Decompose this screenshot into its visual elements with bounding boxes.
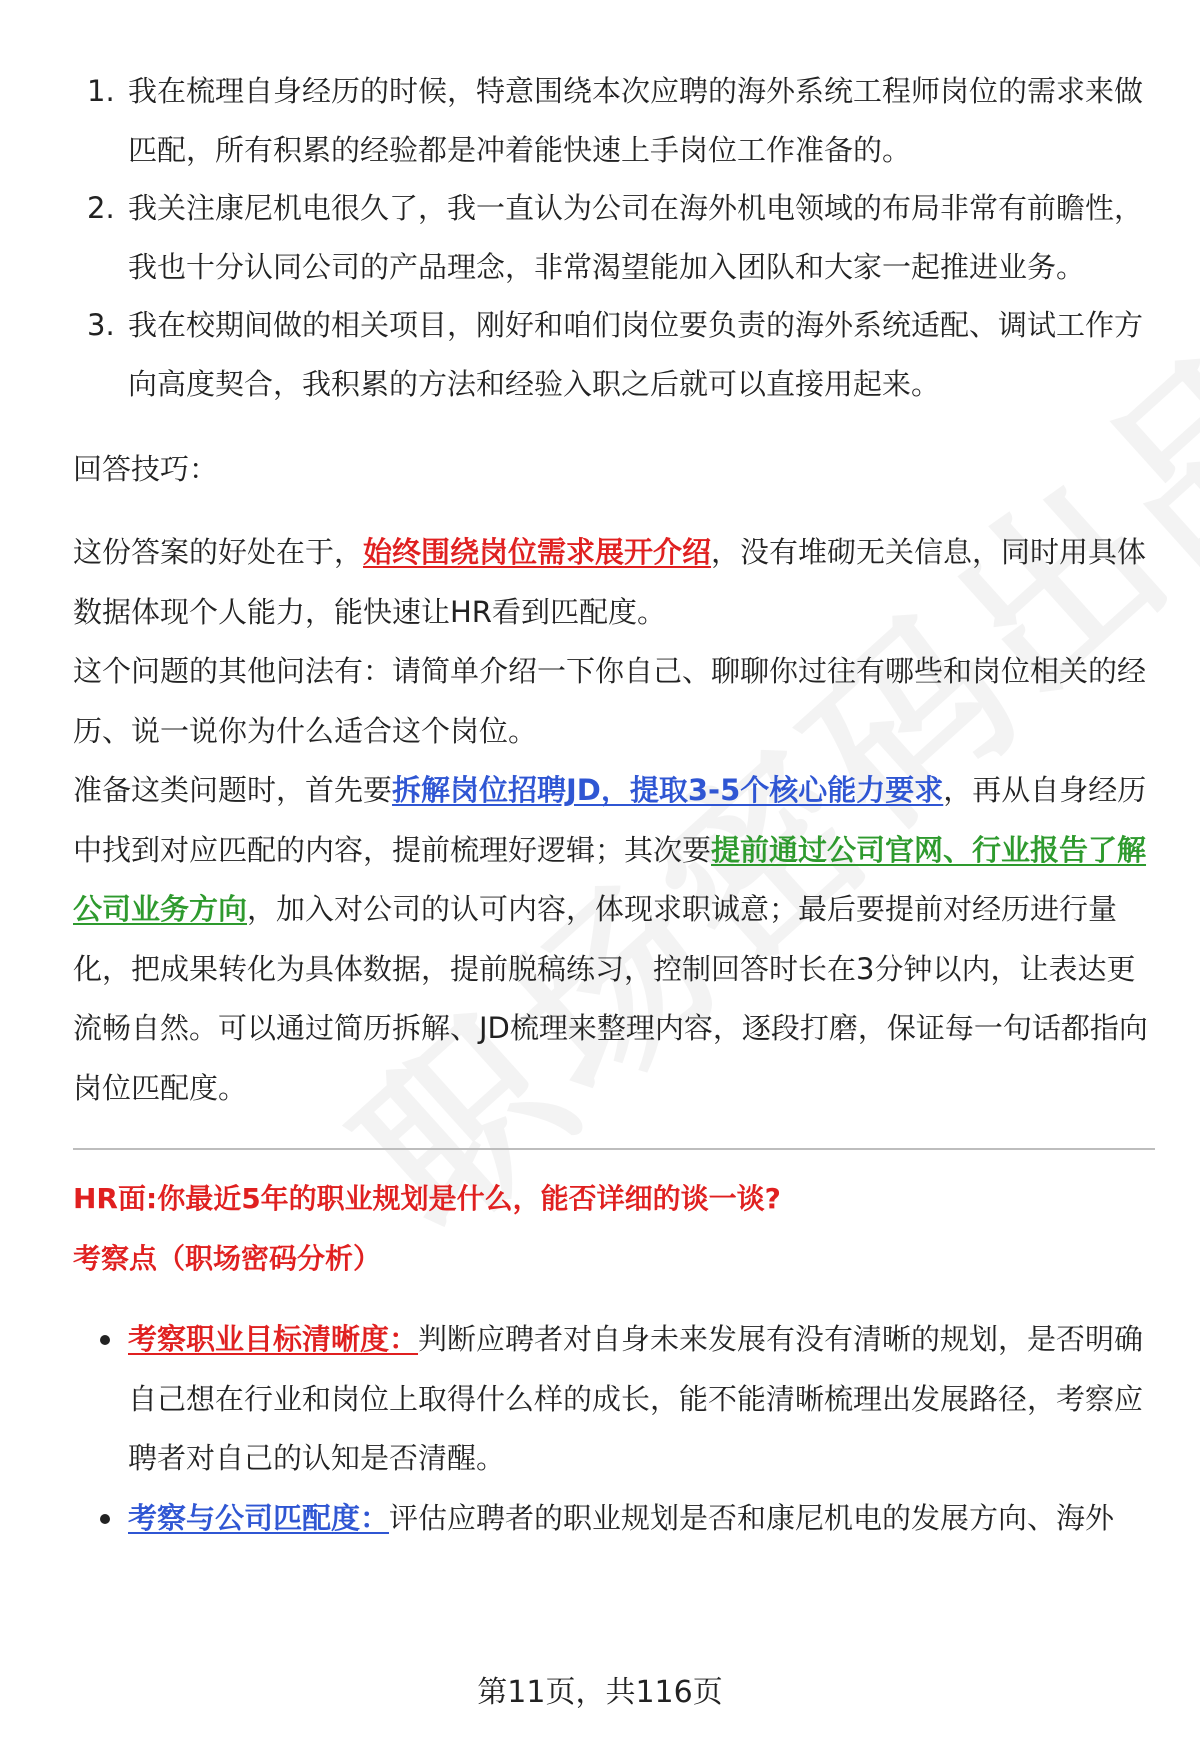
list-item [73,179,1155,296]
list-text: 我在校期间做的相关项目，刚好和咱们岗位要负责的海外系统适配、调试工作方向高度契合，我积累的方法和经验入职之后就可以直接用起来。 [128,308,1144,401]
bullet-key: 考察职业目标清晰度： [128,1322,419,1356]
bullet-dot-icon [100,1335,110,1345]
section-divider [73,1148,1155,1150]
bullet-text: 评估应聘者的职业规划是否和康尼机电的发展方向、海外 [389,1500,1115,1535]
bullet-key: 考察与公司匹配度： [128,1500,390,1535]
list-number: 2. [87,191,115,225]
bullet-text: 判断应聘者对自身未来发展有没有清晰的规划，是否明确自己想在行业和岗位上取得什么样的成长，能不能清晰梳理出发展路径，考察应聘者对自己的认知是否清醒。 [128,1322,1144,1475]
bullet-item [73,1310,1155,1489]
highlight-red: 始终围绕岗位需求展开介绍 [363,535,712,569]
list-number: 3. [87,308,115,342]
list-item [73,62,1155,179]
bullet-dot-icon [100,1514,110,1524]
list-text: 我关注康尼机电很久了，我一直认为公司在海外机电领域的布局非常有前瞻性，我也十分认同公司的产品理念，非常渴望能加入团队和大家一起推进业务。 [128,191,1144,284]
highlight-green: 提前通过公司官网、行业报告了解公司业务方向 [73,832,1147,926]
page-footer: 第11页，共116页 [477,1675,723,1710]
analysis-title: 考察点（职场密码分析） [73,1242,382,1275]
question-heading: HR面:你最近5年的职业规划是什么，能否详细的谈一谈? [73,1182,781,1215]
tips-label: 回答技巧： [73,452,219,486]
paragraph-preparation: 准备这类问题时，首先要拆解岗位招聘JD，提取3-5个核心能力要求，再从自身经历中找到对应匹配的内容，提前梳理好逻辑；其次要提前通过公司官网、行业报告了解公司业务方向，加入对公司的认可内容，体现求职诚意；最后要提前对经历进行量化，把成果转化为具体数据，提前脱稿练习，控制回答时长在3分钟以内，让表达更流畅自然。可以通过简历拆解、JD梳理来整理内容，逐段打磨，保证每一句话都指向岗位匹配度。 [73,773,1148,1105]
highlight-blue: 拆解岗位招聘JD，提取3-5个核心能力要求 [392,773,944,807]
paragraph-alternatives: 这个问题的其他问法有：请简单介绍一下你自己、聊聊你过往有哪些和岗位相关的经历、说一说你为什么适合这个岗位。 [73,654,1147,748]
bullet-list [73,1310,1155,1548]
document-page [73,62,1155,1548]
paragraph-advantage: 这份答案的好处在于，始终围绕岗位需求展开介绍，没有堆砌无关信息，同时用具体数据体现个人能力，能快速让HR看到匹配度。 [73,535,1147,629]
list-item [73,296,1155,413]
list-number: 1. [87,74,115,108]
bullet-item [73,1489,1155,1549]
list-text: 我在梳理自身经历的时候，特意围绕本次应聘的海外系统工程师岗位的需求来做匹配，所有积累的经验都是冲着能快速上手岗位工作准备的。 [128,74,1144,167]
numbered-list [73,62,1155,413]
